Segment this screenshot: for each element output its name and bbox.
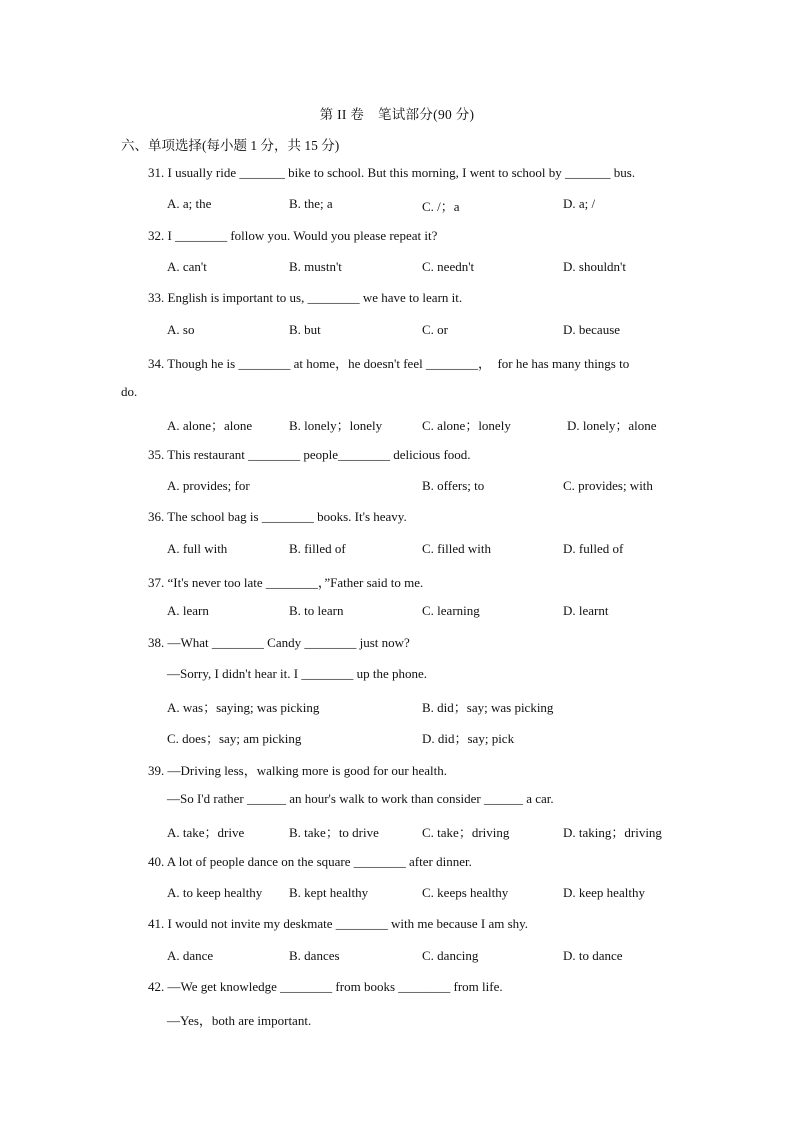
question-stem: 42. —We get knowledge ________ from books ________ from life.	[148, 978, 503, 994]
answer-option: A. full with	[167, 540, 228, 556]
question-stem: 40. A lot of people dance on the square ________ after dinner.	[148, 853, 472, 869]
answer-option: A. so	[167, 321, 195, 337]
answer-option: B. take；to drive	[289, 825, 379, 841]
answer-option: A. take；drive	[167, 825, 245, 841]
answer-option: D. fulled of	[563, 540, 624, 556]
answer-option: D. taking；driving	[563, 825, 662, 841]
answer-option: A. was；saying; was picking	[167, 700, 320, 716]
question-line: —So I'd rather ______ an hour's walk to work than consider ______ a car.	[167, 791, 554, 806]
answer-option: B. offers; to	[422, 478, 485, 493]
answer-option: D. to dance	[563, 947, 623, 963]
answer-option: B. kept healthy	[289, 884, 369, 900]
question-line: do.	[121, 384, 138, 400]
answer-option: D. a; /	[563, 196, 596, 212]
question-stem: 33. English is important to us, ________ we have to learn it.	[148, 290, 463, 306]
question-stem: 31. I usually ride _______ bike to school. But this morning, I went to school by _______ bus.	[148, 165, 636, 180]
answer-option: C. learning	[422, 603, 480, 619]
answer-option: B. did；say; was picking	[422, 700, 554, 716]
section-heading: 六、单项选择(每小题 1 分，共 15 分)	[121, 138, 340, 153]
answer-option: A. a; the	[167, 196, 212, 212]
question-stem: 36. The school bag is ________ books. It's heavy.	[148, 509, 407, 525]
answer-option: C. provides; with	[563, 478, 653, 493]
answer-option: C. /；a	[422, 199, 460, 215]
answer-option: D. learnt	[563, 603, 609, 619]
answer-option: A. alone；alone	[167, 418, 253, 434]
answer-option: D. shouldn't	[563, 258, 627, 274]
answer-option: C. or	[422, 321, 448, 337]
answer-option: D. because	[563, 321, 621, 337]
answer-option: B. but	[289, 321, 321, 337]
question-line: —Sorry, I didn't hear it. I ________ up the phone.	[167, 665, 428, 681]
answer-option: B. dances	[289, 947, 340, 963]
answer-option: C. dancing	[422, 947, 479, 963]
answer-option: C. take；driving	[422, 825, 510, 841]
answer-option: A. to keep healthy	[167, 884, 263, 900]
answer-option: A. can't	[167, 258, 207, 274]
answer-option: A. learn	[167, 603, 209, 619]
question-line: —Yes，both are important.	[167, 1013, 312, 1029]
page-title: 第 II 卷 笔试部分(90 分)	[319, 107, 475, 122]
answer-option: C. needn't	[422, 258, 475, 274]
answer-option: D. lonely；alone	[567, 418, 657, 434]
question-stem: 41. I would not invite my deskmate ________ with me because I am shy.	[148, 916, 529, 932]
answer-option: A. dance	[167, 947, 214, 963]
answer-option: C. does；say; am picking	[167, 731, 302, 747]
question-stem: 39. —Driving less，walking more is good for our health.	[148, 762, 447, 778]
answer-option: B. the; a	[289, 196, 333, 212]
answer-option: A. provides; for	[167, 478, 250, 493]
answer-option: C. filled with	[422, 540, 491, 556]
answer-option: C. keeps healthy	[422, 884, 509, 900]
question-stem: 35. This restaurant ________ people________ delicious food.	[148, 446, 471, 462]
answer-option: D. keep healthy	[563, 884, 645, 900]
answer-option: B. lonely；lonely	[289, 418, 383, 434]
answer-option: C. alone；lonely	[422, 418, 511, 434]
question-stem: 32. I ________ follow you. Would you please repeat it?	[148, 227, 438, 243]
question-stem: 37. “It's never too late ________，”Father said to me.	[148, 574, 424, 590]
answer-option: B. mustn't	[289, 258, 342, 274]
answer-option: B. filled of	[289, 540, 346, 556]
answer-option: B. to learn	[289, 603, 344, 619]
question-stem: 34. Though he is ________ at home，he doesn't feel ________， for he has many things to	[148, 355, 630, 371]
answer-option: D. did；say; pick	[422, 731, 515, 747]
question-stem: 38. —What ________ Candy ________ just now?	[148, 634, 410, 650]
